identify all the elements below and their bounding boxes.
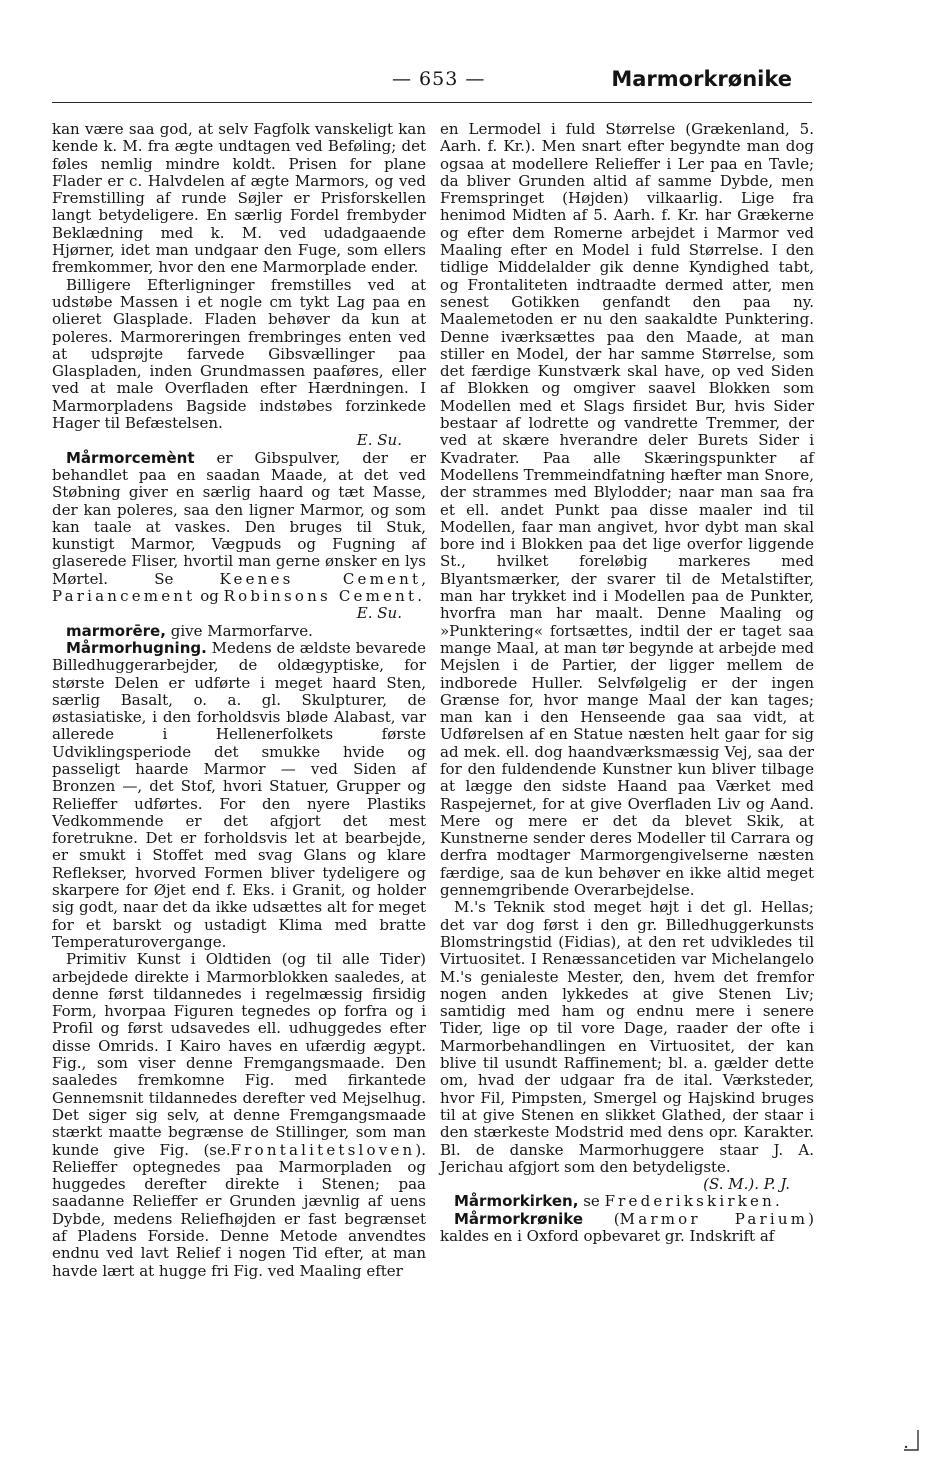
page-header (52, 68, 792, 98)
entry-text: give Marmorfarve. (170, 621, 313, 640)
headword: Mårmorkrønike (454, 1209, 584, 1228)
headword: Mårmorkirken, (454, 1192, 579, 1211)
cross-reference: Pariancement (52, 587, 196, 606)
entry-text: kaldes en i Oxford opbevaret gr. Indskrift af (440, 1227, 775, 1245)
paragraph-text: ). Relieffer optegnedes paa Marmorpladen og huggedes derefter direkte i Stenen; paa saadanne Relieffer er Grunden jævnlig af uens Dybde, medens Reliefhøjden er fast begrænset af Pladens Forside. Denne Metode anvendtes endnu ved lavt Relief i nogen Tid efter, at man havde lært at hugge fri Fig. ved Maaling efter (52, 1140, 426, 1280)
left-column (52, 121, 426, 1280)
entry-text: Medens de ældste bevarede Billedhuggerarbejder, de oldægyptiske, for største Delen er udførte i meget haard Sten, særlig Basalt, o. a. gl. Skulpturer, de østasiatiske, i den forholdsvis bløde Alabast, var allerede i Hellenerfolkets første Udviklingsperiode det smukke hvide og passeligt haarde Marmor — ved Siden af Bronzen —, det Stof, hvori Statuer, Grupper og Relieffer udførtes. For den nyere Plastiks Vedkommende er det afgjort det mest foretrukne. Det er forholdsvis let at bearbejde, er smukt i Stoffet med svag Glans og klare Reflekser, hvorved Formen bliver tydeligere og skarpere for Øjet end f. Eks. i Granit, og holder sig godt, naar det da ikke udsættes alt for meget for et barskt og ustadigt Klima med bratte Temperaturovergange. (52, 638, 426, 951)
paragraph: M.'s Teknik stod meget højt i det gl. Hellas; det var dog først i den gr. Billedhuggerkunsts Blomstringstid (Fidias), at den ret udvikledes til Virtuositet. I Renæssancetiden var Michelangelo M.'s genialeste Mester, den, hvem det fremfor nogen anden lykkedes at give Stenen Liv; samtidig med ham og endnu mere i senere Tider, lige op til vore Dage, raader der ofte i Marmorbehandlingen en Virtuositet, der kan blive til usundt Raffinement; bl. a. gælder dette om, hvad der udgaar fra de ital. Værksteder, hvor Fil, Pimpsten, Smergel og Hajskind bruges til at give Stenen en slikket Glathed, der staar i den stærkeste Modstrid med dens opr. Karakter. Bl. de danske Marmorhuggere staar J. A. Jerichau afgjort som den betydeligste. (440, 898, 814, 1176)
separator: og (200, 587, 219, 606)
see-label: se (583, 1192, 600, 1211)
scan-mark (900, 1428, 920, 1452)
cross-reference: Frederikskirken (604, 1192, 775, 1211)
author-signature: (S. M.). P. J. (703, 1175, 790, 1194)
right-column (440, 121, 814, 1245)
separator: , (421, 569, 426, 588)
author-signature: E. Su. (356, 431, 402, 450)
paragraph: en Lermodel i fuld Størrelse (Grækenland, 5. Aarh. f. Kr.). Men snart efter begyndte man dog ogsaa at modellere Relieffer i Ler paa en Tavle; da bliver Grunden altid af samme Dybde, men Fremspringet (Højden) vilkaarlig. Lige fra henimod Midten af 5. Aarh. f. Kr. har Grækerne og efter dem Romerne arbejdet i Marmor ved Maaling efter en Model i fuld Størrelse. I den tidlige Middelalder gik denne Kyndighed tabt, og Frontaliteten indtraadte dermed atter, men senest Gotikken genfandt den paa ny. Maalemetoden er nu den saakaldte Punktering. Denne iværksættes paa den Maade, at man stiller en Model, der har samme Størrelse, som det færdige Kunstværk skal have, op ved Siden af Blokken og omgiver saavel Blokken som Modellen med et Slags firsidet Bur, hvis Sider bestaar af lodrette og vandrette Tremmer, der ved at skære hverandre deler Burets Sider i Kvadrater. Paa alle Skæringspunkter af Modellens Tremmeindfatning hæfter man Snore, der strammes med Blylodder; naar man saa fra et ell. andet Punkt paa disse maaler ind til Modellen, faar man angivet, hvor dybt man skal bore ind i Blokken paa det lige overfor liggende St., hvilket foreløbig markeres med Blyantsmærker, der svarer til de Metalstifter, man har trykket ind i Modellen paa de Punkter, hvorfra man har maalt. Denne Maaling og »Punktering« fortsættes, indtil der er taget saa mange Maal, at man tør begynde at arbejde med Mejslen i de Partier, der ligger mellem de indborede Huller. Selvfølgelig er der ingen Grænse for, hvor mange Maal der kan tages; man kan i den Henseende gaa saa vidt, at Udførelsen af en Statue næsten helt gaar for sig ad mek. ell. dog haandværksmæssig Vej, saa der for den fuldendende Kunstner kun bliver tilbage at lægge den sidste Haand paa Værket med Raspejernet, for at give Overfladen Liv og Aand. Mere og mere er det da blevet Skik, at Kunstnerne sender deres Modeller til Carrara og derfra modtager Marmorgengivelserne næsten færdige, saa de kun behøver en ikke altid meget gennemgribende Overarbejdelse. (440, 120, 814, 900)
entry-marmorere (52, 623, 426, 640)
running-title: Marmorkrønike (611, 67, 792, 91)
entry-end: . (417, 587, 422, 606)
cross-reference: Robinsons Cement (223, 587, 418, 606)
entry-marmorkronike: Mårmorkrønike (Marmor Parium) kaldes en i Oxford opbevaret gr. Indskrift af (440, 1209, 814, 1245)
paragraph (52, 951, 426, 1280)
page-number: — 653 — (392, 68, 486, 90)
entry-text: er Gibspulver, der er behandlet paa en saadan Maade, at det ved Støbning giver en særlig haard og tæt Masse, der kan poleres, saa den ligner Marmor, og som kan taale at vaskes. Den bruges til Stuk, kunstigt Marmor, Vægpuds og Fugning af glaserede Fliser, hvortil man gerne ønsker en lys Mørtel. Se (52, 448, 426, 588)
headword: Mårmorcemènt (66, 448, 195, 467)
author-signature: E. Su. (356, 604, 402, 623)
paragraph: kan være saa god, at selv Fagfolk vanskeligt kan kende k. M. fra ægte undtagen ved Beføling; det føles nemlig mindre koldt. Prisen for plane Flader er c. Halvdelen af ægte Marmors, og ved Fremstilling af runde Søjler er Prisforskellen langt betydeligere. En særlig Fordel frembyder Beklædning med k. M. ved udadgaaende Hjørner, idet man undgaar den Fuge, som ellers fremkommer, hvor den ene Marmorplade ender. (52, 120, 426, 277)
entry-marmorhugning (52, 640, 426, 951)
cross-reference: Keenes Cement (219, 569, 422, 588)
entry-end: . (774, 1192, 780, 1211)
headword: marmorēre, (66, 621, 166, 640)
entry-marmorcement (52, 450, 426, 606)
headword: Mårmorhugning. (66, 638, 207, 657)
header-rule (52, 102, 812, 103)
paragraph: Billigere Efterligninger fremstilles ved at udstøbe Massen i et nogle cm tykt Lag paa en olieret Glasplade. Fladen behøver da kun at poleres. Marmoreringen frembringes enten ved at udsprøjte farvede Gibsvællinger paa Glaspladen, inden Grundmassen paaføres, eller ved at male Overfladen efter Hærdningen. I Marmorpladens Bagside indstøbes forzinkede Hager til Befæstelsen. (52, 275, 426, 433)
cross-reference: Frontalitetsloven (230, 1140, 416, 1159)
paragraph-text: Primitiv Kunst i Oldtiden (og til alle Tider) arbejdede direkte i Marmorblokken saaledes, at denne først tildannedes i regelmæssig firsidig Form, hvorpaa Figuren tegnedes op forfra og i Profil og først udsavedes ell. udhuggedes efter disse Omrids. I Kairo haves en ufærdig ægypt. Fig., som viser denne Fremgangsmaade. Den saaledes fremkomne Fig. med firkantede Gennemsnit tildannedes derefter ved Mejselhug. Det siger sig selv, at denne Fremgangsmaade stærkt maatte begrænse de Stillinger, som man kunde give Fig. (se. (52, 950, 426, 1159)
entry-marmorkirken (440, 1193, 814, 1210)
alternate-name: Marmor Parium (619, 1209, 809, 1228)
